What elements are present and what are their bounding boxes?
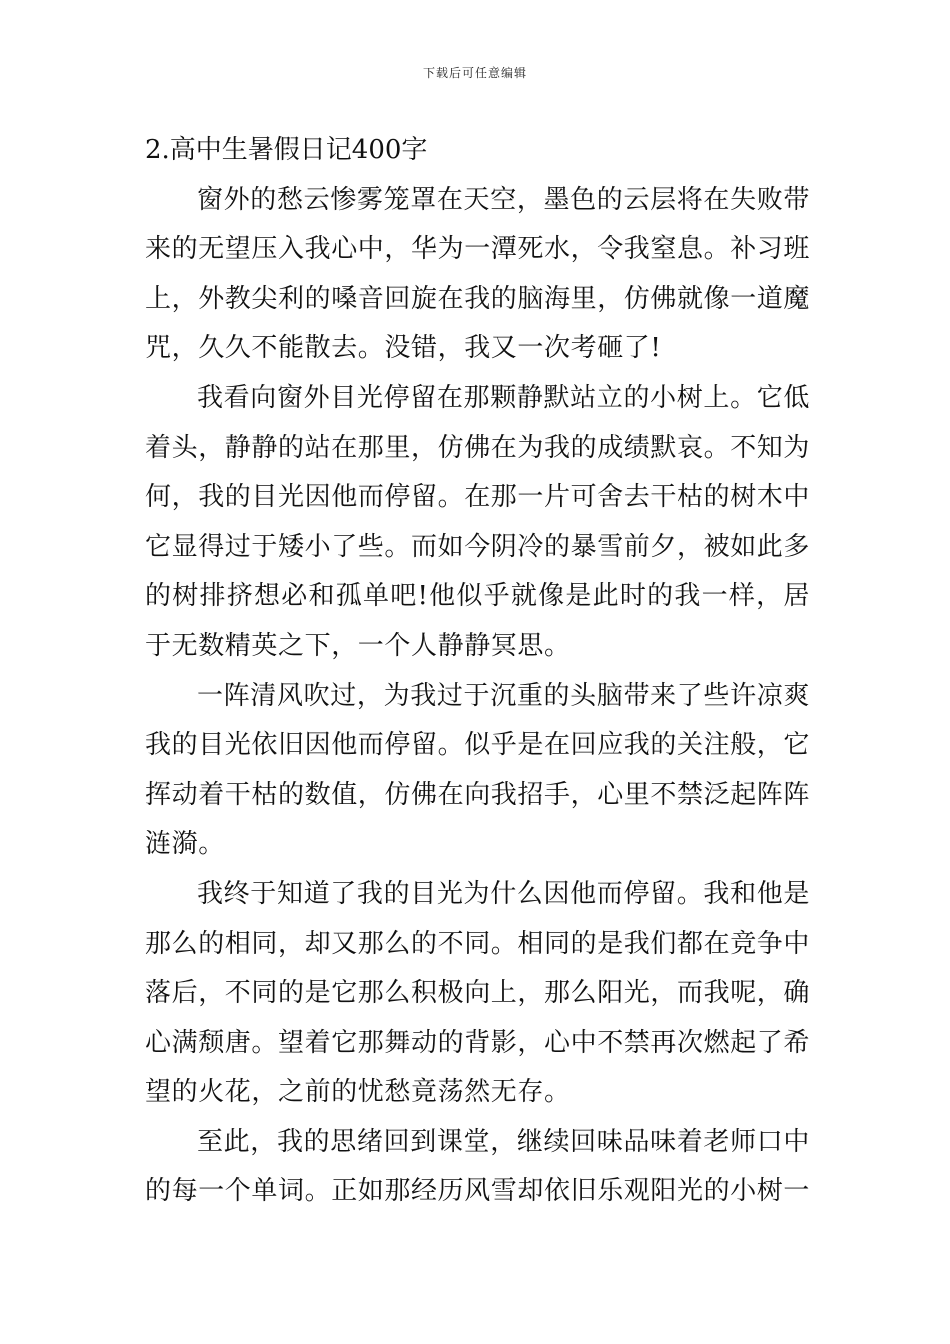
document-title: 2.高中生暑假日记400字 xyxy=(145,135,428,165)
page-header-note: 下载后可任意编辑 xyxy=(422,66,527,80)
document-body xyxy=(145,126,810,1217)
paragraph-2: 我看向窗外目光停留在那颗静默站立的小树上。它低着头，静静的站在那里，仿佛在为我的成绩默哀。不知为何，我的目光因他而停留。在那一片可舍去干枯的树木中它显得过于矮小了些。而如今阴冷的暴雪前夕，被如此多的树排挤想必和孤单吧!他似乎就像是此时的我一样，居于无数精英之下，一个人静静冥思。 xyxy=(145,382,811,661)
paragraph-5: 至此，我的思绪回到课堂，继续回味品味着老师口中的每一个单词。正如那经历风雪却依旧乐观阳光的小树一 xyxy=(145,1126,811,1207)
paragraph-1: 窗外的愁云惨雾笼罩在天空，墨色的云层将在失败带来的无望压入我心中，华为一潭死水，令我窒息。补习班上，外教尖利的嗓音回旋在我的脑海里，仿佛就像一道魔咒，久久不能散去。没错，我又一次考砸了! xyxy=(145,184,811,364)
paragraph-4: 我终于知道了我的目光为什么因他而停留。我和他是那么的相同，却又那么的不同。相同的是我们都在竞争中落后，不同的是它那么积极向上，那么阳光，而我呢，确心满颓唐。望着它那舞动的背影，心中不禁再次燃起了希望的火花，之前的忧愁竟荡然无存。 xyxy=(145,878,811,1108)
paragraph-3: 一阵清风吹过，为我过于沉重的头脑带来了些许凉爽我的目光依旧因他而停留。似乎是在回应我的关注般，它挥动着干枯的数值，仿佛在向我招手，心里不禁泛起阵阵涟漪。 xyxy=(145,680,811,860)
